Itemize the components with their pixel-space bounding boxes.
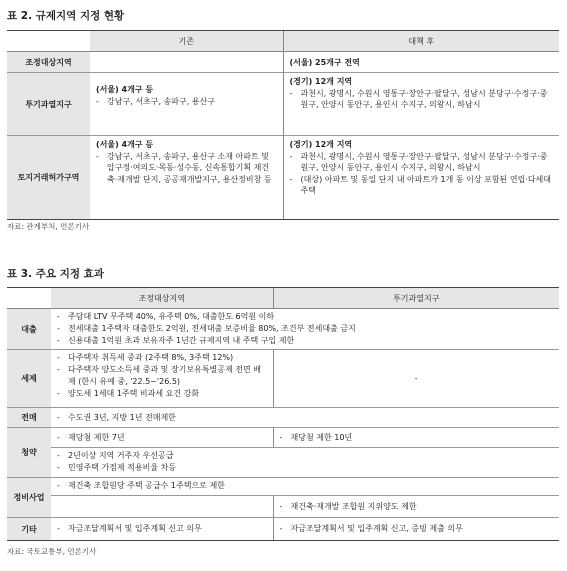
etc-adjustment: - 자금조달계획서 및 입주계획 신고 의무 — [51, 518, 273, 541]
loan-bullet-2: 전세대출 1주택자 대출한도 2억원, 전세대출 보증비율 80%, 조건부 전세대출 금지 — [68, 324, 356, 333]
table3-title: 표 3. 주요 지정 효과 — [7, 268, 104, 280]
redevelopment-speculation: - 재건축·재개발 조합원 지위양도 제한 — [273, 496, 559, 518]
etc-speculation: - 자금조달계획서 및 입주계획 신고, 증빙 제출 의무 — [273, 518, 559, 541]
etc-bullet-2: 자금조달계획서 및 입주계획 신고, 증빙 제출 의무 — [290, 524, 463, 533]
resale-bullet: 수도권 3년, 지방 1년 전매제한 — [68, 412, 176, 422]
table2-title: 표 2. 규제지역 지정 현황 — [7, 10, 125, 22]
tax-bullet-1: 다주택자 취득세 중과 (2주택 8%, 3주택 12%) — [68, 353, 234, 362]
table3 — [7, 287, 559, 541]
table3-corner — [7, 288, 51, 309]
row-label-redevelopment: 정비사업 — [7, 478, 51, 518]
table2-header-after: 대책 후 — [283, 31, 559, 52]
redevelopment-adjustment — [51, 496, 273, 518]
row-label-speculation: 투기과열지구 — [7, 73, 90, 136]
adjustment-after: (서울) 25개구 전역 — [283, 52, 559, 73]
land-permit-before: (서울) 4개구 등 - 강남구, 서초구, 송파구, 용산구 소재 아파트 및 압구정·여의도·목동·성수동, 신속통합기획 재건축·재개발 단지, 공공재개발지구, 용산정비창 등 — [90, 136, 283, 220]
row-label-resale: 전매 — [7, 408, 51, 428]
land-permit-after-bullet-1: 과천시, 광명시, 수원시 영통구·장안구·팔달구, 성남시 분당구·수정구·중원구, 안양시 동안구, 용인시 수지구, 의왕시, 하남시 — [300, 151, 548, 172]
speculation-after: (경기) 12개 지역 - 과천시, 광명시, 수원시 영통구·장안구·팔달구, 성남시 분당구·수정구·중원구, 안양시 동안구, 용인시 수지구, 의왕시, 하남시 — [283, 73, 559, 136]
table2-corner — [7, 31, 90, 52]
speculation-after-bullet: 과천시, 광명시, 수원시 영통구·장안구·팔달구, 성남시 분당구·수정구·중원구, 안양시 동안구, 용인시 수지구, 의왕시, 하남시 — [300, 88, 548, 109]
row-label-adjustment: 조정대상지역 — [7, 52, 90, 73]
land-permit-before-head: (서울) 4개구 등 — [96, 140, 154, 149]
subscription-adjustment-1: - 재당첨 제한 7년 — [51, 428, 273, 448]
land-permit-before-bullet: 강남구, 서초구, 송파구, 용산구 소재 아파트 및 압구정·여의도·목동·성수동, 신속통합기획 재건축·재개발 단지, 공공재개발지구, 용산정비창 등 — [107, 151, 272, 184]
speculation-before-bullet: 강남구, 서초구, 송파구, 용산구 — [107, 96, 215, 106]
row-label-tax: 세제 — [7, 350, 51, 408]
tax-bullet-3: 양도세 1세대 1주택 비과세 요건 강화 — [68, 389, 200, 398]
loan-bullet-3: 신용대출 1억원 초과 보유자주 1년간 규제지역 내 주택 구입 제한 — [68, 336, 295, 345]
speculation-before: (서울) 4개구 등 - 강남구, 서초구, 송파구, 용산구 — [90, 73, 283, 136]
speculation-before-head: (서울) 4개구 등 — [96, 85, 154, 94]
table2-source: 자료: 관계부처, 언론기사 — [7, 222, 90, 231]
table3-source: 자료: 국토교통부, 언론기사 — [7, 547, 97, 556]
row-label-land-permit: 토지거래허가구역 — [7, 136, 90, 220]
subscription-bullet-3: 민영주택 가점제 적용비율 차등 — [68, 463, 177, 472]
subscription-speculation: - 재당첨 제한 10년 — [273, 428, 559, 448]
row-label-etc: 기타 — [7, 518, 51, 541]
tax-bullet-2: 다주택자 양도소득세 중과 및 장기보유특별공제 전면 배제 (한시 유예 중, '22.5~'26.5) — [68, 365, 261, 386]
land-permit-after-bullet-2: (대상) 아파트 및 동일 단지 내 아파트가 1개 동 이상 포함된 연립·다세대 주택 — [300, 174, 552, 195]
etc-bullet-1: 자금조달계획서 및 입주계획 신고 의무 — [68, 524, 202, 533]
redevelopment-bullet-2: 재건축·재개발 조합원 지위양도 제한 — [290, 501, 417, 511]
subscription-common: - 2년이상 지역 거주자 우선공급 - 민영주택 가점제 적용비율 차등 — [51, 448, 559, 478]
resale-content: - 수도권 3년, 지방 1년 전매제한 — [51, 408, 559, 428]
tax-adjustment: - 다주택자 취득세 중과 (2주택 8%, 3주택 12%) - 다주택자 양도소득세 중과 및 장기보유특별공제 전면 배제 (한시 유예 중, '22.5~'26.5) - 양도세 1세대 1주택 비과세 요건 강화 — [51, 350, 273, 408]
subscription-bullet-1: 재당첨 제한 7년 — [68, 432, 125, 442]
redevelopment-common: - 재건축 조합원당 주택 공급수 1주택으로 제한 — [51, 478, 559, 496]
table3-header-adjustment: 조정대상지역 — [51, 288, 273, 309]
loan-bullet-1: 주담대 LTV 무주택 40%, 유주택 0%, 대출한도 6억원 이하 — [68, 312, 275, 321]
table2 — [7, 30, 559, 220]
land-permit-after: (경기) 12개 지역 - 과천시, 광명시, 수원시 영통구·장안구·팔달구, 성남시 분당구·수정구·중원구, 안양시 동안구, 용인시 수지구, 의왕시, 하남시 - (대상) 아파트 및 동일 단지 내 아파트가 1개 동 이상 포함된 연립·다세대 주택 — [283, 136, 559, 220]
row-label-loan: 대출 — [7, 309, 51, 350]
speculation-after-head: (경기) 12개 지역 — [289, 77, 353, 86]
subscription-speculation-bullet: 재당첨 제한 10년 — [290, 432, 353, 442]
table3-header-speculation: 투기과열지구 — [273, 288, 559, 309]
redevelopment-bullet-1: 재건축 조합원당 주택 공급수 1주택으로 제한 — [68, 481, 225, 490]
table2-header-before: 기존 — [90, 31, 283, 52]
tax-speculation: - — [273, 350, 559, 408]
row-label-subscription: 청약 — [7, 428, 51, 478]
land-permit-after-head: (경기) 12개 지역 — [289, 140, 353, 149]
loan-content: - 주담대 LTV 무주택 40%, 유주택 0%, 대출한도 6억원 이하 - 전세대출 1주택자 대출한도 2억원, 전세대출 보증비율 80%, 조건부 전세대출 금지 - 신용대출 1억원 초과 보유자주 1년간 규제지역 내 주택 구입 제한 — [51, 309, 559, 350]
adjustment-before — [90, 52, 283, 73]
subscription-bullet-2: 2년이상 지역 거주자 우선공급 — [68, 451, 174, 460]
